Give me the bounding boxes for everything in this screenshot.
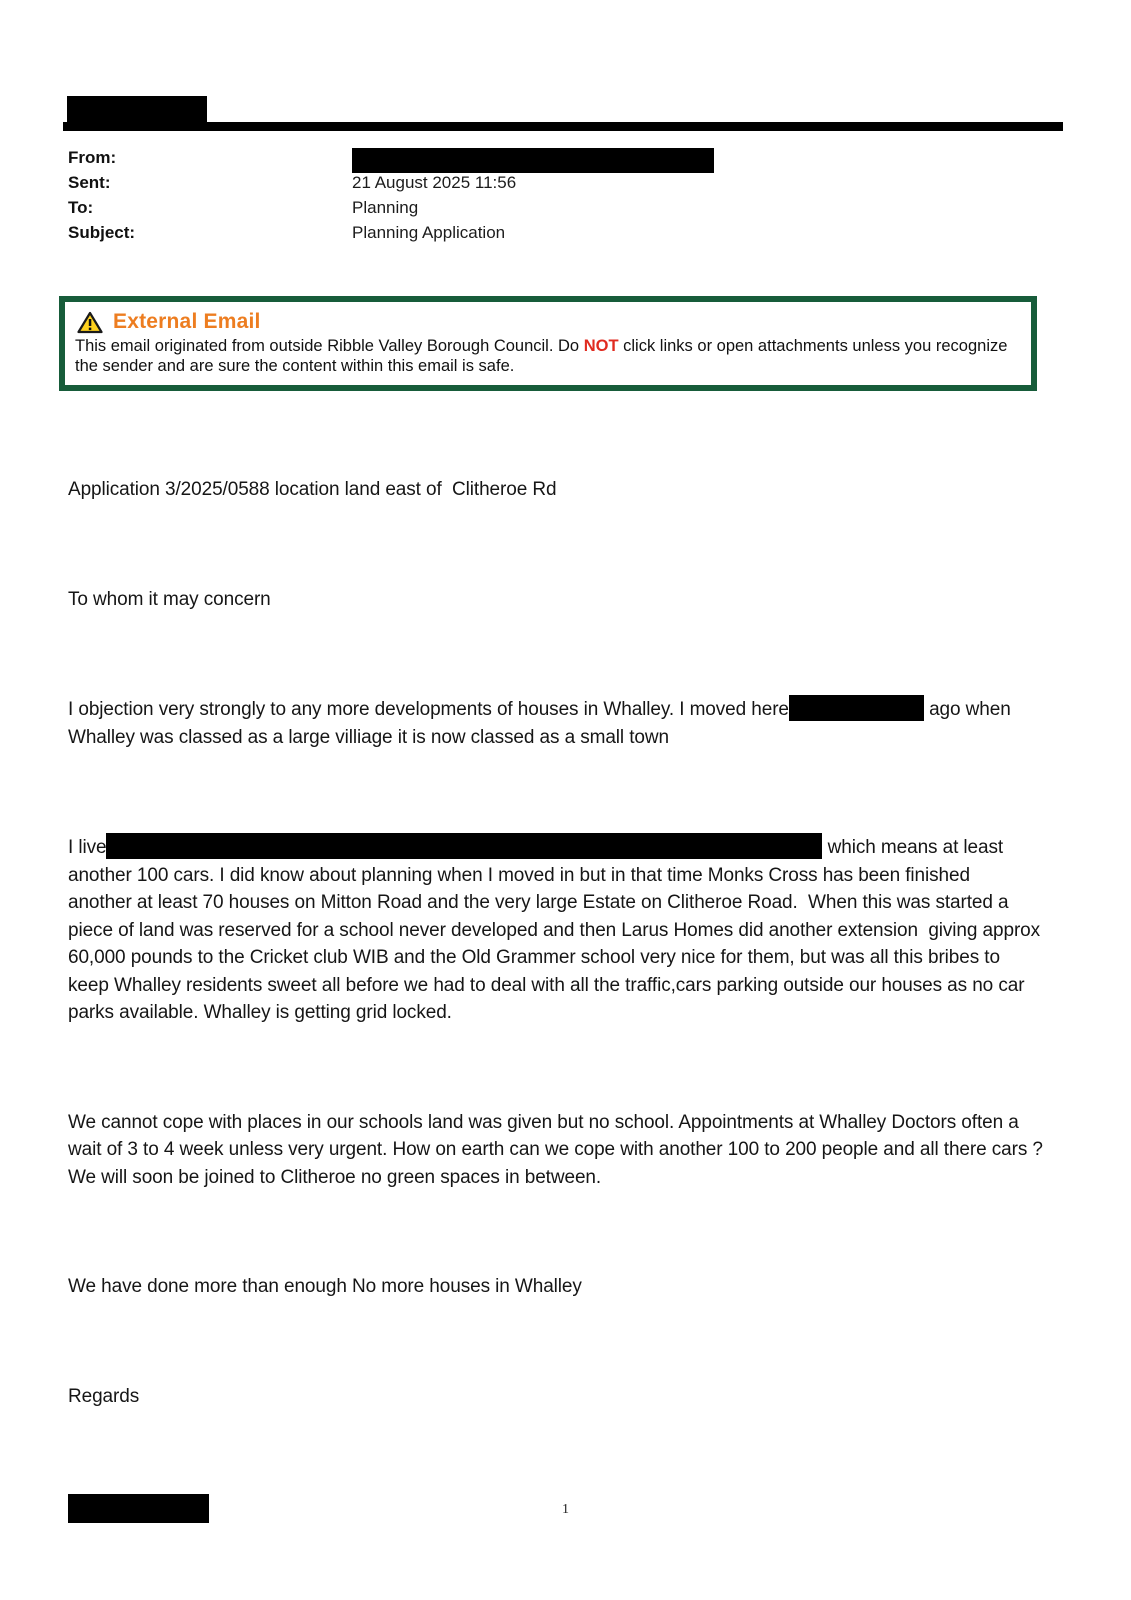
sent-label: Sent: [68, 173, 111, 192]
page-number: 1 [562, 1502, 569, 1517]
redaction-bar-divider [63, 122, 1063, 131]
warning-title: External Email [113, 310, 261, 333]
header-row-from [68, 148, 1048, 173]
to-value: Planning [352, 198, 419, 217]
application-reference-line: Application 3/2025/0588 location land east of Clitheroe Rd [68, 479, 557, 500]
redaction-bar-from [352, 148, 714, 173]
enough-paragraph: We have done more than enough No more houses in Whalley [68, 1276, 582, 1297]
residence-paragraph [68, 833, 1046, 1027]
email-body [68, 421, 1049, 1578]
header-row-subject [68, 223, 1048, 248]
sent-value: 21 August 2025 11:56 [352, 173, 517, 192]
objection-text-before: I objection very strongly to any more developments of houses in Whalley. I moved here [68, 699, 789, 720]
subject-value: Planning Application [352, 223, 506, 242]
residence-text-after: which means at least another 100 cars. I did know about planning when I moved in but in that time Monks Cross has been finished another at least 70 houses on Mitton Road and the very large Estate on Clitheroe Road. When this was started a piece of land was reserved for a school never developed and then Larus Homes did another extension giving approx 60,000 pounds to the Cricket club WIB and the Old Grammer school very nice for them, but was all this bribes to keep Whalley residents sweet all before we had to deal with all the traffic,cars parking outside our houses as no car parks available. Whalley is getting grid locked. [68, 837, 1046, 1023]
warning-triangle-icon [77, 311, 103, 334]
objection-text-after: ago when Whalley was classed as a large villiage it is now classed as a small town [68, 699, 1016, 748]
external-email-warning-banner [59, 296, 1037, 391]
from-label: From: [68, 148, 117, 167]
redaction-bar-address [106, 833, 822, 859]
cope-paragraph: We cannot cope with places in our schools land was given but no school. Appointments at Whalley Doctors often a wait of 3 to 4 week unless very urgent. How on earth can we cope with another 100 to 200 people and all there cars ? We will soon be joined to Clitheroe no green spaces in between. [68, 1111, 1049, 1188]
subject-label: Subject: [68, 223, 136, 242]
objection-paragraph [68, 695, 1043, 751]
warning-text-after-not: click links or open attachments unless you recognize the sender and are sure the content within this email is safe. [75, 337, 1008, 375]
residence-text-before: I live [68, 837, 107, 858]
warning-not-word: NOT [583, 337, 619, 355]
header-row-to [68, 198, 1048, 223]
salutation-line: To whom it may concern [68, 588, 271, 610]
warning-text-before-not: This email originated from outside Ribble Valley Borough Council. Do [75, 337, 584, 355]
redaction-bar-top [67, 96, 207, 124]
warning-title-row [77, 310, 1021, 334]
redaction-bar-moved-here [789, 695, 924, 721]
regards-line: Regards [68, 1385, 140, 1407]
email-header [68, 148, 1048, 248]
to-label: To: [68, 198, 94, 217]
warning-body-text [75, 337, 1021, 376]
